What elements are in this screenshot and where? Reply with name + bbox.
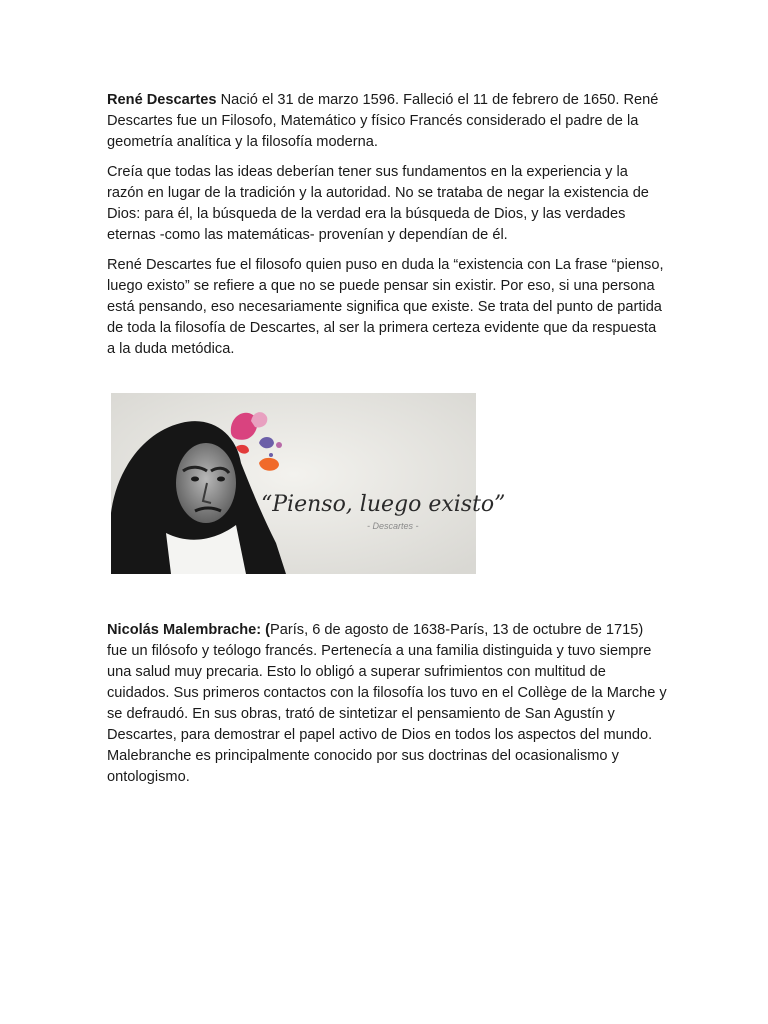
malebranche-name: Nicolás Malembrache: ( (107, 622, 271, 638)
paragraph-descartes-cogito: René Descartes fue el filosofo quien puso en duda la “existencia con La frase “pienso, luego existo” se refiere a que no se puede pensar sin existir. Por eso, si una persona está pensando, eso necesariamente significa que existe. Se trata del punto de partida de toda la filosofía de Descartes, al ser la primera certeza evidente que da respuesta a la duda metódica. (107, 257, 664, 357)
descartes-quote-image (111, 393, 506, 574)
descartes-name: René Descartes (107, 92, 217, 108)
descartes-intro-text: Nació el 31 de marzo 1596. Falleció el 11 de febrero de 1650. René Descartes fue un Filosofo, Matemático y físico Francés considerado el padre de la geometría analítica y la filosofía moderna. (107, 92, 659, 150)
malebranche-text: París, 6 de agosto de 1638-París, 13 de octubre de 1715) fue un filósofo y teólogo francés. Pertenecía a una familia distinguida y tuvo siempre una salud muy precaria. Esto lo obligó a superar sufrimientos con multitud de cuidados. Sus primeros contactos con la filosofía los tuvo en el Collège de la Marche y se defraudó. En sus obras, trató de sintetizar el pensamiento de San Agustín y Descartes, para demostrar el papel activo de Dios en todos los aspectos del mundo. Malebranche es principalmente conocido por sus doctrinas del ocasionalismo y ontologismo. (107, 622, 667, 785)
paragraph-descartes-intro (107, 90, 667, 153)
paragraph-malebranche (107, 620, 667, 788)
paragraph-descartes-ideas: Creía que todas las ideas deberían tener sus fundamentos en la experiencia y la razón en lugar de la tradición y la autoridad. No se trataba de negar la existencia de Dios: para él, la búsqueda de la verdad era la búsqueda de Dios, y las verdades eternas -como las matemáticas- provenían y dependían de él. (107, 164, 649, 243)
quote-attribution: - Descartes - (367, 521, 419, 531)
quote-text: “Pienso, luego existo” (261, 492, 506, 517)
